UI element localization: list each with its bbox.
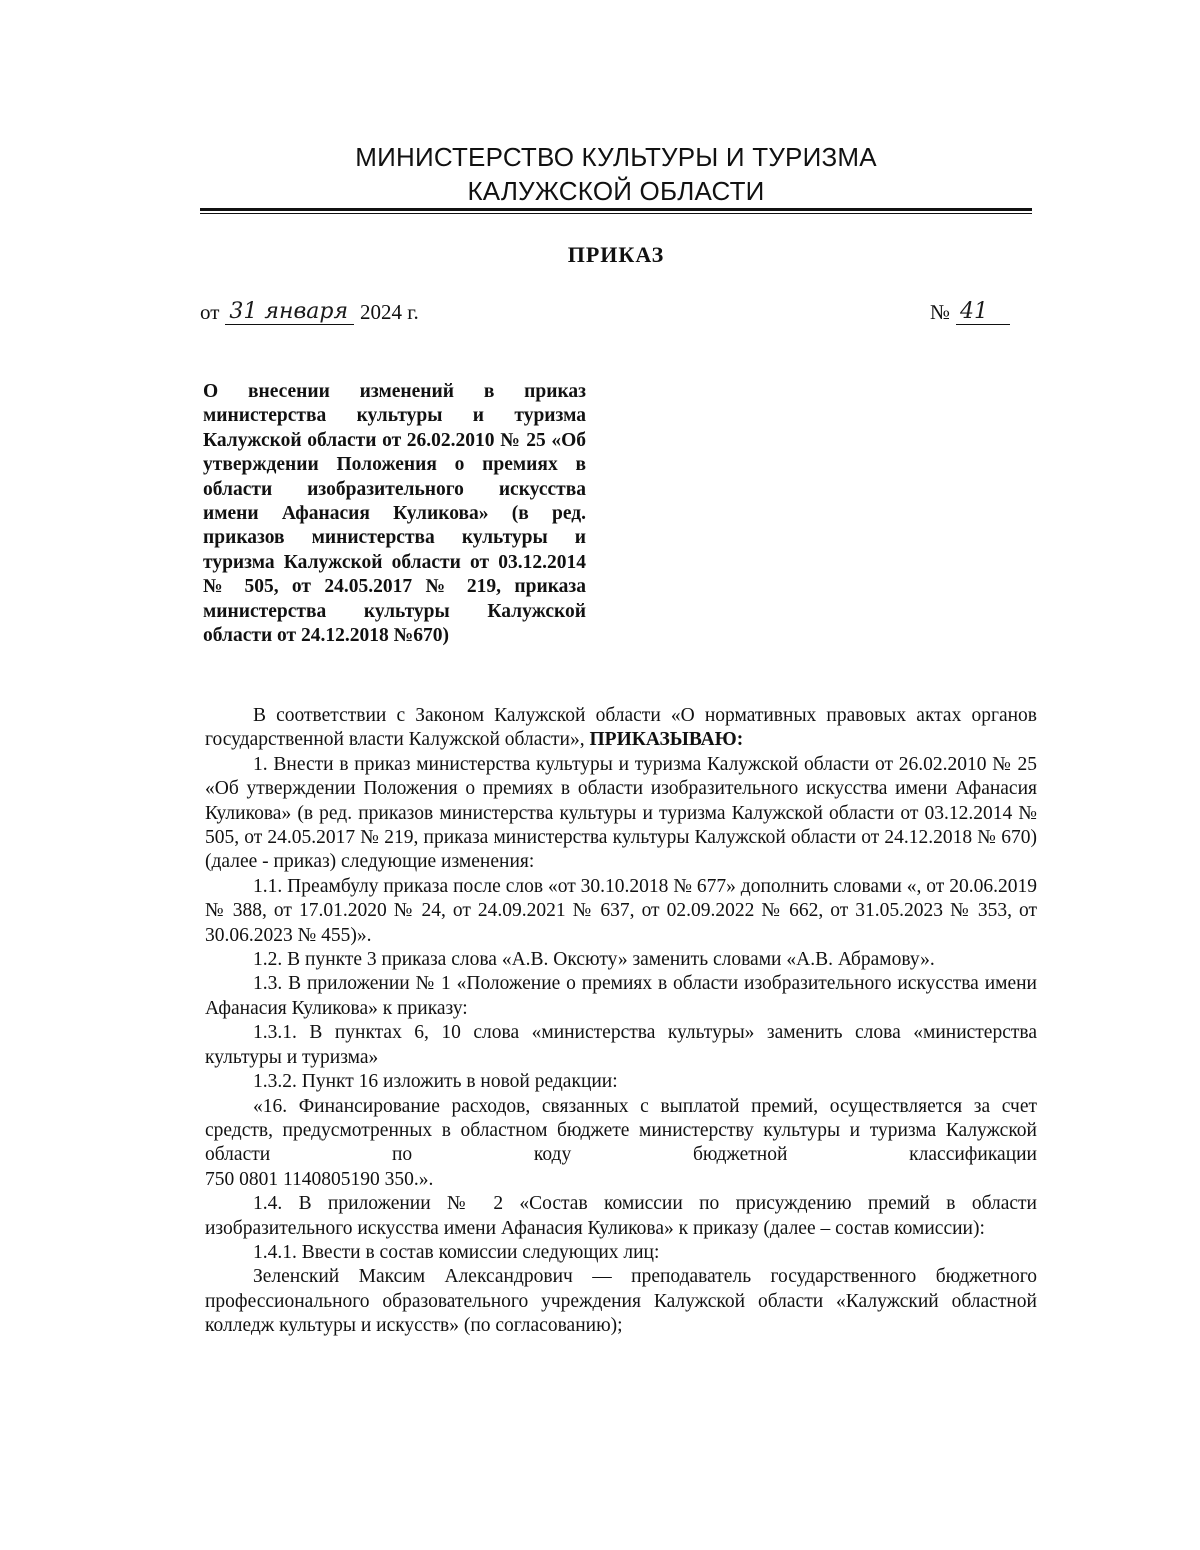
preamble-directive: ПРИКАЗЫВАЮ: — [589, 729, 744, 751]
order-body — [205, 704, 1037, 1339]
order-date — [200, 300, 419, 325]
date-suffix: 2024 г. — [360, 300, 419, 324]
clause-1-3-1: 1.3.1. В пунктах 6, 10 слова «министерства культуры» заменить слова «министерства культуры и туризма» — [205, 1022, 1037, 1068]
clause-16-budget-code: 750 0801 1140805190 350.». — [205, 1168, 434, 1190]
order-number — [930, 300, 1010, 325]
clause-1-1: 1.1. Преамбулу приказа после слов «от 30.10.2018 № 677» дополнить словами «, от 20.06.2019 № 388, от 17.01.2020 № 24, от 24.09.2021 № 637, от 02.09.2022 № 662, от 31.05.2023 № 353, от 30.06.2023 № 455)». — [205, 875, 1037, 946]
clause-1-4-1: 1.4.1. Ввести в состав комиссии следующих лиц: — [253, 1241, 660, 1263]
handwritten-date: 31 января — [225, 300, 354, 325]
header-rule-thin — [200, 213, 1032, 214]
clause-16-text: «16. Финансирование расходов, связанных с выплатой премий, осуществляется за счет средств, предусмотренных в областном бюджете министерству культуры и туризма Калужской области по коду бюджетной классификации — [205, 1095, 1037, 1166]
clause-1-2: 1.2. В пункте 3 приказа слова «А.В. Оксюту» заменить словами «А.В. Абрамову». — [253, 949, 935, 971]
number-prefix: № — [930, 300, 951, 324]
preamble-text: В соответствии с Законом Калужской области «О нормативных правовых актах органов государственной власти Калужской области», — [205, 705, 1037, 751]
document-type-title: ПРИКАЗ — [567, 242, 665, 267]
header-rule-thick — [200, 208, 1032, 211]
date-prefix: от — [200, 300, 220, 324]
ministry-name-line1: МИНИСТЕРСТВО КУЛЬТУРЫ И ТУРИЗМА — [355, 142, 877, 172]
commission-member: Зеленский Максим Александрович — преподаватель государственного бюджетного профессионального образовательного учреждения Калужской области «Калужский областной колледж культуры и искусств» (по согласованию); — [205, 1266, 1037, 1337]
handwritten-number: 41 — [956, 300, 1010, 325]
ministry-name-line2: КАЛУЖСКОЙ ОБЛАСТИ — [467, 176, 765, 206]
clause-1: 1. Внести в приказ министерства культуры и туризма Калужской области от 26.02.2010 № 25 «Об утверждении Положения о премиях в области изобразительного искусства имени Афанасия Куликова» (в ред. приказов министерства культуры и туризма Калужской области от 03.12.2014 № 505, от 24.05.2017 № 219, приказа министерства культуры Калужской области от 24.12.2018 № 670) (далее - приказ) следующие изменения: — [205, 753, 1037, 873]
ministry-header — [200, 140, 1032, 208]
preamble-paragraph — [205, 704, 1037, 753]
clause-1-3: 1.3. В приложении № 1 «Положение о премиях в области изобразительного искусства имени Афанасия Куликова» к приказу: — [205, 973, 1037, 1019]
order-subject: О внесении изменений в приказ министерства культуры и туризма Калужской области от 26.02.2010 № 25 «Об утверждении Положения о премиях в области изобразительного искусства имени Афанасия Куликова» (в ред. приказов министерства культуры и туризма Калужской области от 03.12.2014 № 505, от 24.05.2017 № 219, приказа министерства культуры Калужской области от 24.12.2018 №670) — [203, 381, 586, 647]
clause-1-4: 1.4. В приложении № 2 «Состав комиссии по присуждению премий в области изобразительного искусства имени Афанасия Куликова» к приказу (далее – состав комиссии): — [205, 1193, 1037, 1239]
clause-1-3-2: 1.3.2. Пункт 16 изложить в новой редакции: — [253, 1071, 618, 1093]
